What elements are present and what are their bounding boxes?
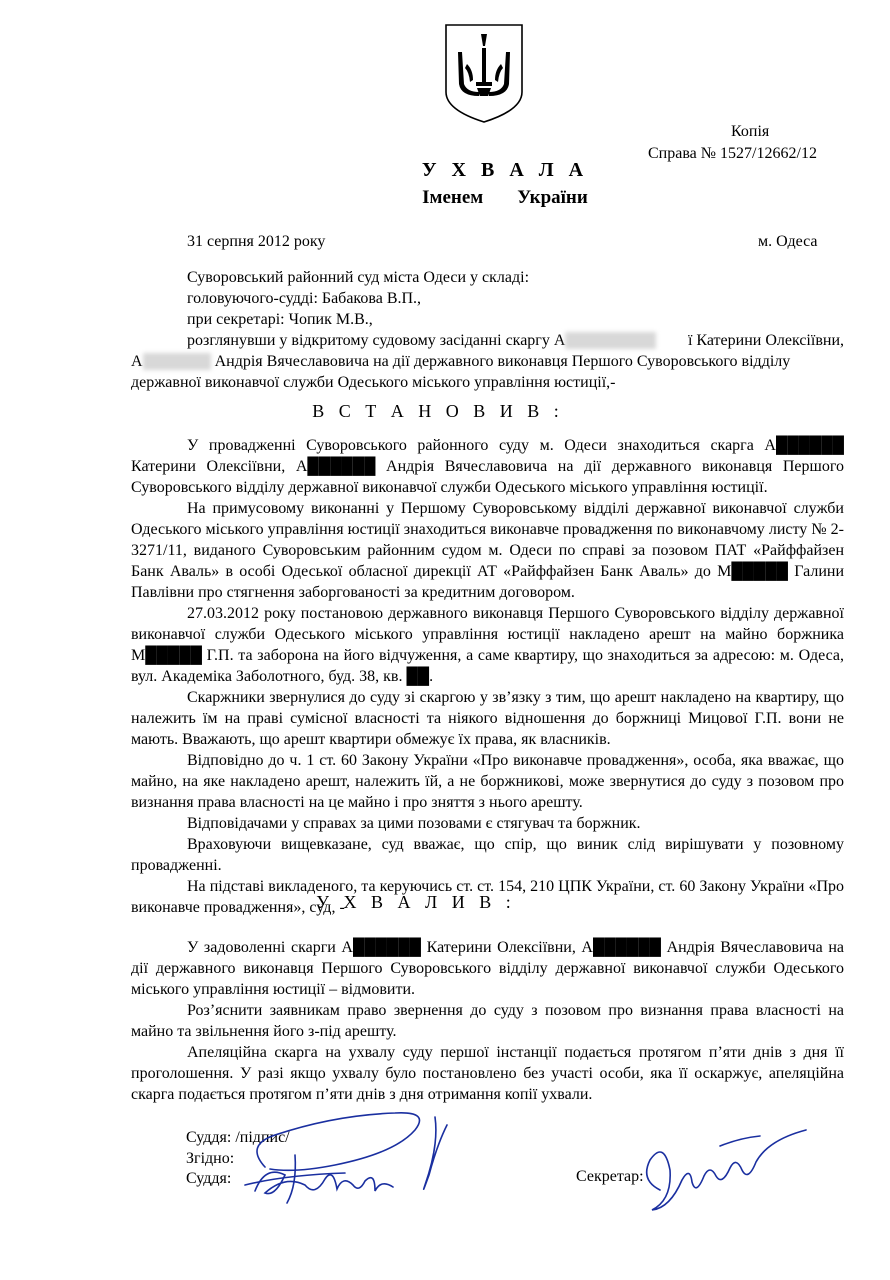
section-established-heading: В С Т А Н О В И В : (312, 401, 564, 421)
document-city: м. Одеса (758, 233, 818, 250)
established-paragraph: На підставі викладеного, та керуючись ст. ст. 154, 210 ЦПК України, ст. 60 Закону України «Про виконавче провадження», суд, - (131, 878, 844, 916)
court-line-3: при секретарі: Чопик М.В., (187, 311, 373, 328)
coat-of-arms-icon (443, 22, 525, 124)
subtitle-ukraine: України (517, 187, 588, 208)
court-line-4 (187, 330, 844, 351)
court-line-6: державної виконавчої служби Одеського міського управління юстиції,- (131, 374, 616, 391)
court-line-2: головуючого-судді: Бабакова В.П., (187, 290, 422, 307)
court-line-5a: А (131, 353, 143, 370)
document-title: У Х В А Л А (421, 159, 589, 181)
subtitle-in-name: Іменем (422, 187, 484, 208)
established-paragraph: 27.03.2012 року постановою державного виконавця Першого Суворовського відділу державної виконавчої служби Одеського міського управління юстиції накладено арешт на майно боржника М█████ Г.П. та заборона на його відчуження, а саме квартиру, що знаходиться за адресою: м. Одеса, вул. Академіка Заболотного, буд. 38, кв. ██. (131, 605, 844, 685)
signature-agreed: Згідно: (186, 1150, 235, 1167)
ruled-paragraph: У задоволенні скарги А██████ Катерини Олексіївни, А██████ Андрія Вячеславовича на дії державного виконавця Першого Суворовського відділу державної виконавчої служби Одеського міського управління юстиції – відмовити. (131, 939, 844, 998)
ruled-paragraph: Апеляційна скарга на ухвалу суду першої інстанції подається протягом п’яти днів з дня її проголошення. У разі якщо ухвалу було постановлено без участі особи, яка її оскаржує, апеляційна скарга подається протягом п’яти днів з дня отримання копії ухвали. (131, 1044, 844, 1103)
established-paragraph: Враховуючи вищевказане, суд вважає, що спір, що виник слід вирішувати у позовному провадженні. (131, 836, 844, 874)
redacted-name (143, 353, 211, 370)
secretary-signature-icon (630, 1120, 810, 1220)
document-date: 31 серпня 2012 року (187, 233, 326, 250)
court-line-5b: Андрія Вячеславовича на дії державного виконавця Першого Суворовського відділу (214, 353, 791, 370)
court-line-5 (131, 351, 844, 372)
signature-judge-signed: Суддя: /підпис/ (186, 1129, 290, 1146)
established-paragraph: У провадженні Суворовського районного суду м. Одеси знаходиться скарга А██████ Катерини Олексіївни, А██████ Андрія Вячеславовича на дії державного виконавця Першого Суворовського відділу державної виконавчої служби Одеського міського управління юстиції. (131, 437, 844, 496)
established-paragraph: На примусовому виконанні у Першому Суворовському відділі державної виконавчої служби Одеського міського управління юстиції знаходиться виконавче провадження по виконавчому листу № 2-3271/11, виданого Суворовським районним судом м. Одеси по справі за позовом ПАТ «Райффайзен Банк Аваль» в особі Одеської обласної дирекції АТ «Райффайзен Банк Аваль» до М█████ Галини Павлівни про стягнення заборгованості за кредитним договором. (131, 500, 844, 601)
section-ruled-heading: У Х В А Л И В : (316, 892, 516, 912)
established-paragraph: Скаржники звернулися до суду зі скаргою у зв’язку з тим, що арешт накладено на квартиру, що належить їм на праві сумісної власності та ніякого відношення до боржниці Мицової Г.П. вони не мають. Вважають, що арешт квартири обмежує їх права, як власників. (131, 689, 844, 748)
signature-secretary: Секретар: (576, 1168, 644, 1185)
case-number: Справа № 1527/12662/12 (648, 145, 817, 162)
established-paragraph: Відповідачами у справах за цими позовами є стягувач та боржник. (187, 815, 641, 832)
established-body (131, 435, 844, 918)
signature-judge: Суддя: (186, 1170, 232, 1187)
ruled-paragraph: Роз’яснити заявникам право звернення до суду з позовом про визнання права власності на майно та звільнення його з-під арешту. (131, 1002, 844, 1040)
court-line-1: Суворовський районний суд міста Одеси у складі: (187, 269, 530, 286)
court-line-4a: розглянувши у відкритому судовому засіданні скаргу А (187, 332, 566, 349)
court-line-4b: ї Катерини Олексіївни, (687, 332, 844, 349)
copy-label: Копія (731, 123, 770, 140)
ruled-body (131, 937, 844, 1105)
established-paragraph: Відповідно до ч. 1 ст. 60 Закону України «Про виконавче провадження», особа, яка вважає, що майно, на яке накладено арешт, належить їй, а не боржникові, може звернутися до суду з позовом про визнання права власності на це майно і про зняття з нього арешту. (131, 752, 844, 811)
document-subtitle (0, 187, 890, 208)
judge-signature-icon (225, 1105, 465, 1215)
redacted-name (565, 332, 656, 349)
